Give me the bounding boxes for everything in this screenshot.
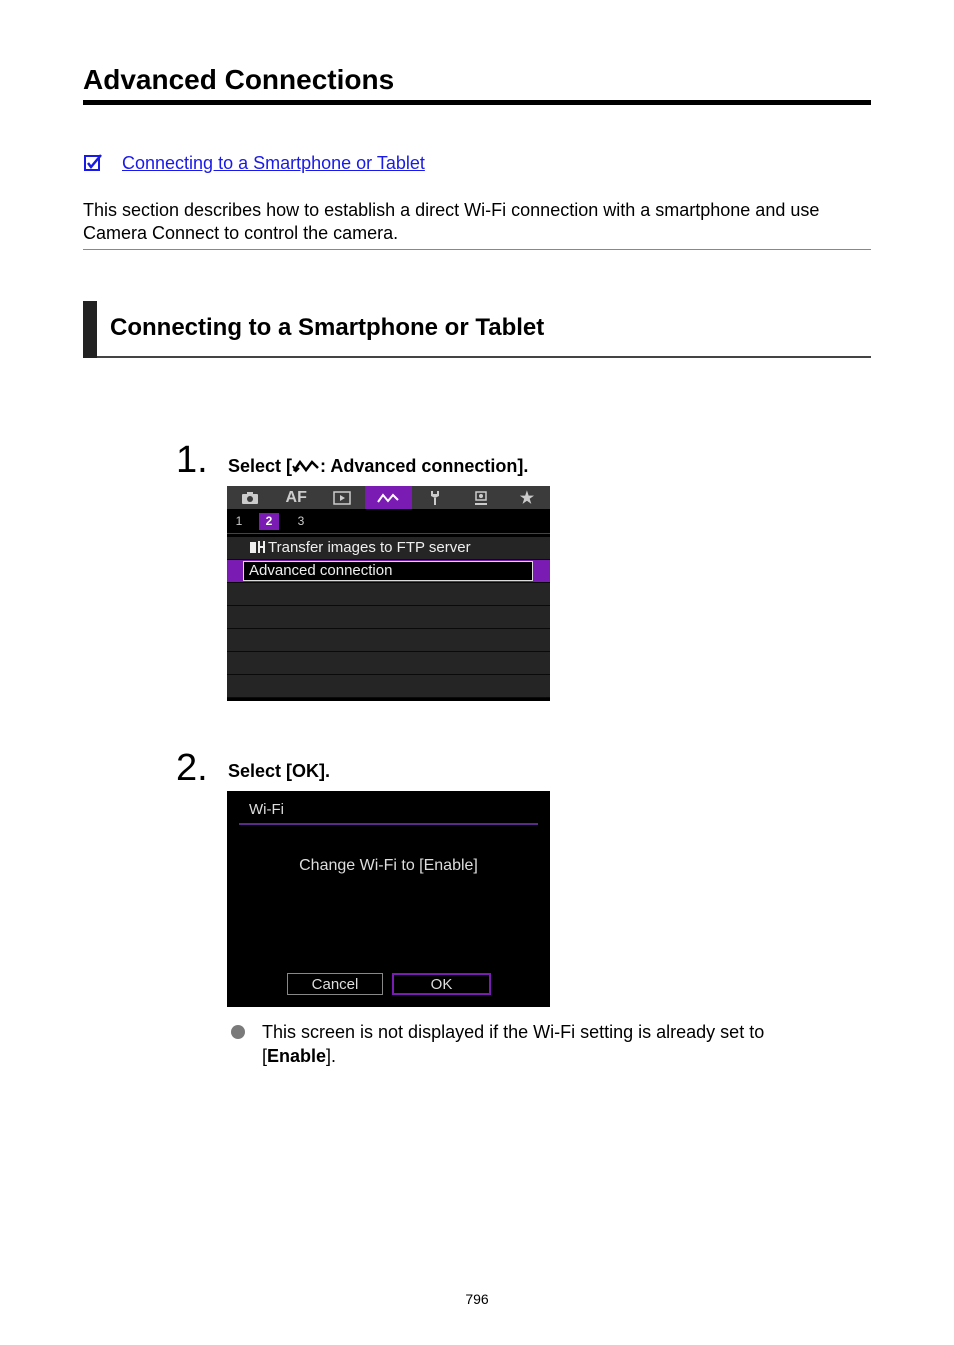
note-text-after: ]. <box>326 1046 337 1066</box>
page-number: 796 <box>465 1291 489 1307</box>
step-1-number: 1. <box>176 439 208 481</box>
tab-setup[interactable] <box>412 486 458 509</box>
wifi-dialog-screen <box>227 791 550 1007</box>
section-heading <box>83 301 871 358</box>
section-heading-text: Connecting to a Smartphone or Tablet <box>110 314 545 341</box>
menu-item-ftp-text: Transfer images to FTP server <box>268 539 471 556</box>
tab-af[interactable] <box>273 486 319 509</box>
menu-row-empty <box>227 675 550 698</box>
star-icon: ★ <box>519 489 535 507</box>
checkbox-icon <box>83 153 103 173</box>
toc-link-smartphone[interactable]: Connecting to a Smartphone or Tablet <box>122 152 425 173</box>
menu-item-ftp-label <box>249 539 471 557</box>
step-1-text-before: Select [ <box>228 456 293 476</box>
wireless-icon <box>376 492 400 504</box>
wifi-dialog-divider <box>239 823 538 825</box>
wireless-icon <box>292 459 320 473</box>
wifi-dialog-title: Wi-Fi <box>249 801 284 818</box>
tab-custom-functions[interactable] <box>458 486 504 509</box>
ok-button[interactable]: OK <box>392 973 491 995</box>
bullet-icon <box>231 1025 245 1039</box>
toc-link-row <box>83 151 425 175</box>
intro-paragraph: This section describes how to establish a direct Wi-Fi connection with a smartphone and use Camera Connect to control the camera. <box>83 199 871 250</box>
menu-row-empty <box>227 606 550 629</box>
tab-my-menu[interactable] <box>504 486 550 509</box>
custom-function-icon <box>473 490 489 506</box>
tab-playback[interactable] <box>319 486 365 509</box>
subtab-3[interactable]: 3 <box>297 514 305 528</box>
camera-menu-subtabs <box>227 509 550 534</box>
menu-row-empty <box>227 652 550 675</box>
page-title: Advanced Connections <box>83 62 871 105</box>
subtab-1[interactable]: 1 <box>235 514 243 528</box>
note-text <box>262 1020 832 1068</box>
menu-row-empty <box>227 629 550 652</box>
cancel-button[interactable]: Cancel <box>287 973 383 995</box>
menu-row-empty <box>227 583 550 606</box>
section-heading-bar <box>83 301 97 358</box>
menu-item-ftp-transfer[interactable] <box>227 537 550 560</box>
af-label: AF <box>285 488 307 506</box>
wifi-dialog-message: Change Wi-Fi to [Enable] <box>299 857 478 874</box>
step-1-text-after: : Advanced connection]. <box>320 456 529 476</box>
menu-item-advanced-label: Advanced connection <box>249 562 393 579</box>
subtab-2[interactable]: 2 <box>259 513 279 530</box>
camera-menu-screen <box>227 486 550 701</box>
ftp-icon <box>249 540 265 554</box>
note-text-bold: Enable <box>267 1046 327 1066</box>
camera-menu-tabbar <box>227 486 550 509</box>
wrench-icon <box>428 490 442 506</box>
note-text-before: This screen is not displayed if the Wi-Fi setting is already set to [ <box>262 1022 765 1066</box>
step-2-text: Select [OK]. <box>228 761 331 781</box>
camera-icon <box>241 491 259 505</box>
step-2-number: 2. <box>176 747 208 789</box>
tab-wireless[interactable] <box>365 486 411 509</box>
step-1-text <box>228 455 528 477</box>
menu-item-advanced-connection[interactable] <box>227 560 550 583</box>
tab-shooting[interactable] <box>227 486 273 509</box>
play-icon <box>333 491 351 505</box>
